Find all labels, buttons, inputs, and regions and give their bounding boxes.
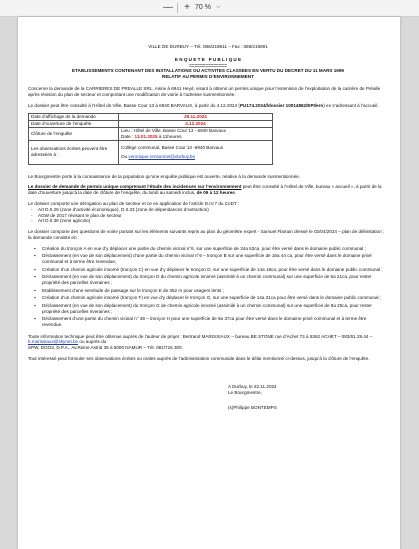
dossier-paragraph: Le dossier de demande de permis unique comprenant l’étude des incidences sur l’environnement peut être consulté à l’Hôtel de Ville, bureau « accueil », à partir de la date d’ouverture jusqu’à la date de clôture de l’enquête, du lundi au samedi inclus, de 09 à 12 heures. xyxy=(28,184,382,196)
title-rule: ============== xyxy=(189,62,227,68)
list-item: ▪ Création d’un chemin agricole innomé (tronçon F) en vue d’y déplacer le tronçon G, sur une superficie de 14a 31ca pour être versé dans le domaine public communal ; xyxy=(42,295,388,301)
observations-address: Collège communal, Basse Cour 13 -6940 Barvaux Ou veronique.rensonnet@durbuy.be xyxy=(119,140,273,164)
email-link[interactable]: veronique.rensonnet@durbuy.be xyxy=(128,153,196,159)
list-item: - Art D.II.36 (zone agricole) xyxy=(38,218,388,224)
list-item: - AGW de 2017 révisant le plan de secteur xyxy=(38,213,388,219)
voirie-list xyxy=(28,246,388,328)
table-label: Les observations écrites peuvent être adressées à : xyxy=(29,140,119,164)
document-content xyxy=(28,17,388,411)
zoom-level-dropdown[interactable]: 70 % xyxy=(195,4,211,11)
list-item: ▪ Déclassement d’une partie du chemin vicinal n° 39 – tronçon H pour une superficie de 9a 37ca pour être versé dans le domaine privé communal et à terme être revendue. xyxy=(42,316,388,328)
derogation-paragraph: Le dossier comporte une dérogation au plan de secteur et ce en application de l’article D.IV.7 du CoDT : xyxy=(28,200,240,206)
opening-date: 4.12.2024 xyxy=(119,121,273,128)
bourgmestre-paragraph: Le Bourgmestre porte à la connaissance de la population qu’une enquête publique est ouverte, relative à la demande susmentionnée. xyxy=(28,173,300,179)
zoom-in-button[interactable]: + xyxy=(184,2,190,13)
closing-date: 13.01.2025 xyxy=(134,133,158,139)
list-item: ▪ Etablissement d’une servitude de passage sur le tronçon E de 352 m pour usagers lents ; xyxy=(42,288,388,294)
dossier-reference: PU174.2024//dossier 10014862/EPI/ero xyxy=(239,102,324,108)
list-item: ▪ Déclassement (en vue de son déplacement) du tronçon G de chemin agricole innomé (assimilé à un chemin communal) sur une superficie de 8a 25ca, pour rester propriété des parcelles riveraines ; xyxy=(42,303,388,315)
closing-details: Lieu : Hôtel de Ville, Basse Cour 13 - 6940 Barvaux Date : 13.01.2025 à 11heures. xyxy=(119,127,273,140)
notice-subtitle-2: RELATIF AU PERMIS D’ENVIRONNEMENT xyxy=(162,74,254,80)
notice-subtitle: ETABLISSEMENTS CONTENANT DES INSTALLATIONS OU ACTIVITES CLASSEES EN VERTU DU DECRET DU 11 MARS 1999 xyxy=(72,68,344,74)
signature-role: Le Bourgmestre, xyxy=(228,389,262,395)
list-item: - Art D.II.28 (zone d’activité économique), D.II.33 (zone de dépendances d’extraction) xyxy=(38,207,388,213)
spw-address: SPW, DGO3, D.P.A., Av.Reine Astrid 39 à 5000 NAMUR – Tél. 081/715 300. xyxy=(28,345,183,351)
list-item: ▪ Déclassement (en vue de son déplacement) d’une partie du chemin vicinal n°6 – tronçon B sur une superficie de 16a 44 ca, pour être versé dans le domaine privé communal et à terme être revendue; xyxy=(42,253,388,265)
town-header: VILLE DE DURBUY – Tél. 086/219811 – Fax : 086/219891 xyxy=(148,44,268,49)
list-item: ▪ Création d’un chemin agricole innomé (tronçon C) en vue d’y déplacer le tronçon D, sur une superficie de 14a 18ca, pour être versé dans le domaine public communal ; xyxy=(42,267,388,273)
derogation-list xyxy=(28,207,388,224)
signature-place-date: A Durbuy, le 22.11.2024 xyxy=(228,383,277,389)
viewer-toolbar xyxy=(0,0,419,17)
voirie-paragraph: Le dossier comporte des questions de voirie portant sur les éléments suivants repris au plan du géomètre expert - Samuel Flaman dressé le 02/04/2024 – plan de délimitation ; la demande consiste en : xyxy=(28,229,385,240)
table-label: Date d’affichage de la demande xyxy=(29,114,119,121)
signature-name: (s)Philippe BONTEMPS xyxy=(228,405,277,411)
document-page xyxy=(18,17,400,549)
signature-block xyxy=(228,384,388,411)
consultation-paragraph: Le dossier peut être consulté à l’Hôtel de Ville, Basse Cour 13 à 6940 BARVAUX, à partir du 4.12.2024 (PU174.2024//dossier 10014862/EPI/ero) en s’adressant à l’accueil. xyxy=(28,102,379,108)
zoom-out-button[interactable]: — xyxy=(163,2,173,13)
list-item: ▪ Création du tronçon A en vue d’y déplacer une partie du chemin vicinal n°6, sur une superficie de 34a 62ca, pour être versé dans le domaine public communal ; xyxy=(42,246,388,252)
technical-info-paragraph: Toute information technique peut être obtenue auprès de l’auteur de projet : Bertrand MARISSIAUX – bureau BE.STONE rue d’Achet 73 à 5362 ACHET – 083/61.29.44 – b.marissiaux@skynet.be ou auprès du xyxy=(28,333,373,345)
chevron-updown-icon[interactable]: ⌵ xyxy=(216,4,221,10)
final-paragraph: Tout intéressé peut formuler ses observations écrites ou orales auprès de l’administration communale dans le délai mentionné ci-dessus, jusqu’à la clôture de l’enquête. xyxy=(28,356,370,362)
table-label: Date d’ouverture de l’enquête xyxy=(29,121,119,128)
intro-paragraph: Concerne la demande de la CARRIERES DE PREALLE SRL, Aisne à 6941 Heyd, visant à obtenir un permis unique pour l’extension de l’exploitation de la carrière de Préalle après révision du plan de secteur et comportant une modification de voirie à l’adresse susmentionnée. xyxy=(28,85,381,97)
table-label: Clôture de l’enquête xyxy=(29,127,119,140)
author-email-link[interactable]: b.marissiaux@skynet.be xyxy=(28,339,79,345)
opening-hours: de 09 à 12 heures xyxy=(196,190,235,196)
display-date: 29.11.2024 xyxy=(119,114,273,121)
list-item: ▪ Déclassement (en vue de son déplacement) du tronçon D du chemin agricole innomé (assimilé à un chemin communal) sur une superficie de 5a 21ca, pour rester propriété des parcelles riveraines ; xyxy=(42,274,388,286)
notice-title: E N Q U E T E P U B L I Q U E xyxy=(174,56,242,62)
dates-table xyxy=(28,113,273,164)
toolbar-divider xyxy=(177,3,178,13)
